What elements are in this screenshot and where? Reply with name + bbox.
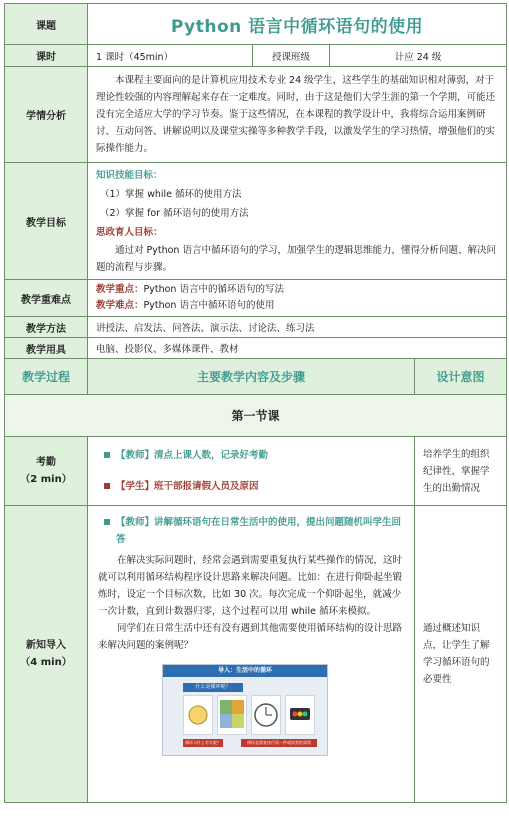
- analysis-text: 本课程主要面向的是计算机应用技术专业 24 级学生，这些学生的基础知识相对薄弱，对于理论性较强的内容理解起来存在一定难度。同时，由于这是他们大学生涯的第一个学期，可能还没有完全适应大学的学习节奏。鉴于这些情况，在本课程的教学设计中，我将综合运用案例研讨、互动问答、讲解说明以及课堂实操等多种教学手段，以激发学生的学习热情，增强他们的实际操作能力。: [96, 75, 496, 154]
- ideology-goal-text: 通过对 Python 语言中循环语句的学习，加强学生的逻辑思维能力，懂得分析问题、解决问题的流程与步骤。: [96, 245, 496, 273]
- goals-label: 教学目标: [5, 163, 88, 280]
- intro-stage: 新知导入: [26, 640, 66, 651]
- difficulty-text: Python 语言中循环语句的使用: [143, 300, 275, 311]
- analysis-row: [5, 67, 507, 163]
- hours-row: [5, 45, 507, 67]
- skill-goal-1: （1）掌握 while 循环的使用方法: [100, 189, 242, 200]
- lesson-plan: [4, 3, 506, 803]
- page-title: Python 语言中循环语句的使用: [88, 4, 507, 45]
- section-title: 第一节课: [5, 395, 507, 437]
- student-tag: 【学生】: [116, 481, 155, 492]
- tools-text: 电脑、投影仪、多媒体课件、教材: [88, 338, 507, 359]
- intro-time: （4 min）: [20, 657, 72, 668]
- compass-image: [183, 695, 213, 735]
- square-bullet-icon: [104, 452, 110, 458]
- analysis-label: 学情分析: [5, 67, 88, 163]
- intro-teacher-tag: 【教师】: [116, 517, 155, 528]
- intro-design: 通过概述知识点，让学生了解学习循环语句的必要性: [415, 506, 507, 803]
- intro-teacher: [104, 514, 404, 548]
- process-col-stage: 教学过程: [5, 359, 88, 395]
- tools-label: 教学用具: [5, 338, 88, 359]
- keypoints-row: [5, 280, 507, 317]
- slide-thumbnail: [162, 664, 328, 756]
- attendance-teacher: [104, 447, 406, 464]
- tools-row: [5, 338, 507, 359]
- class-value: 计应 24 级: [330, 45, 507, 67]
- process-col-design: 设计意图: [415, 359, 507, 395]
- hours-value: 1 课时（45min）: [88, 45, 253, 67]
- methods-row: [5, 317, 507, 338]
- square-bullet-icon: [104, 519, 110, 525]
- process-col-content: 主要教学内容及步骤: [88, 359, 415, 395]
- topic-row: [5, 4, 507, 45]
- seasons-image: [217, 695, 247, 735]
- goals-row: [5, 163, 507, 280]
- hours-label: 课时: [5, 45, 88, 67]
- difficulty-title: 教学难点：: [96, 300, 144, 311]
- attendance-row: [5, 437, 507, 506]
- square-bullet-icon: [104, 483, 110, 489]
- keypoints-label: 教学重难点: [5, 280, 88, 317]
- intro-row: [5, 506, 507, 803]
- skill-goal-2: （2）掌握 for 循环语句的使用方法: [100, 208, 249, 219]
- ideology-goals-title: 思政育人目标：: [96, 227, 163, 238]
- attendance-time: （2 min）: [20, 474, 72, 485]
- methods-text: 讲授法、启发法、问答法、演示法、讨论法、练习法: [88, 317, 507, 338]
- lesson-plan-table: [4, 3, 507, 803]
- attendance-stage: 考勤: [36, 457, 56, 468]
- topic-label: 课题: [5, 4, 88, 45]
- intro-teacher-text: 讲解循环语句在日常生活中的使用，提出问题随机叫学生回答: [116, 517, 402, 545]
- slide-footnote-right: 循环是重复执行同一件或同类的事情: [241, 739, 317, 747]
- process-header-row: [5, 359, 507, 395]
- clock-image: [251, 695, 281, 735]
- methods-label: 教学方法: [5, 317, 88, 338]
- focus-text: Python 语言中的循环语句的写法: [143, 284, 284, 295]
- intro-paragraph-1: 在解决实际问题时，经常会遇到需要重复执行某些操作的情况，这时就可以利用循环结构程序设计思路来解决问题。比如：在进行仰卧起坐锻炼时，设定一个目标次数，比如 30 次。每次完成一个仰卧起坐，就减少一次计数，直到计数器归零，这个过程可以用 while 循环来模拟。: [98, 555, 403, 617]
- attendance-student: [104, 478, 406, 495]
- difficulty-line: [96, 298, 498, 314]
- slide-question: 什么是循环呢？: [183, 683, 243, 692]
- attendance-student-text: 班干部报请假人员及原因: [154, 481, 259, 492]
- traffic-light-image: [285, 695, 315, 735]
- attendance-teacher-text: 清点上课人数，记录好考勤: [154, 450, 269, 461]
- slide-footnote-left: 循环与什么有关呢？: [185, 740, 221, 745]
- attendance-design: 培养学生的组织纪律性，掌握学生的出勤情况: [415, 437, 507, 506]
- focus-line: [96, 282, 498, 298]
- section-row: [5, 395, 507, 437]
- focus-title: 教学重点：: [96, 284, 144, 295]
- teacher-tag: 【教师】: [116, 450, 155, 461]
- intro-paragraph-2: 同学们在日常生活中还有没有遇到其他需要使用循环结构的设计思路来解决问题的案例呢？: [98, 623, 403, 651]
- skill-goals-title: 知识技能目标：: [96, 170, 163, 181]
- slide-title: 导入：生活中的循环: [163, 665, 327, 677]
- class-label: 授课班级: [253, 45, 330, 67]
